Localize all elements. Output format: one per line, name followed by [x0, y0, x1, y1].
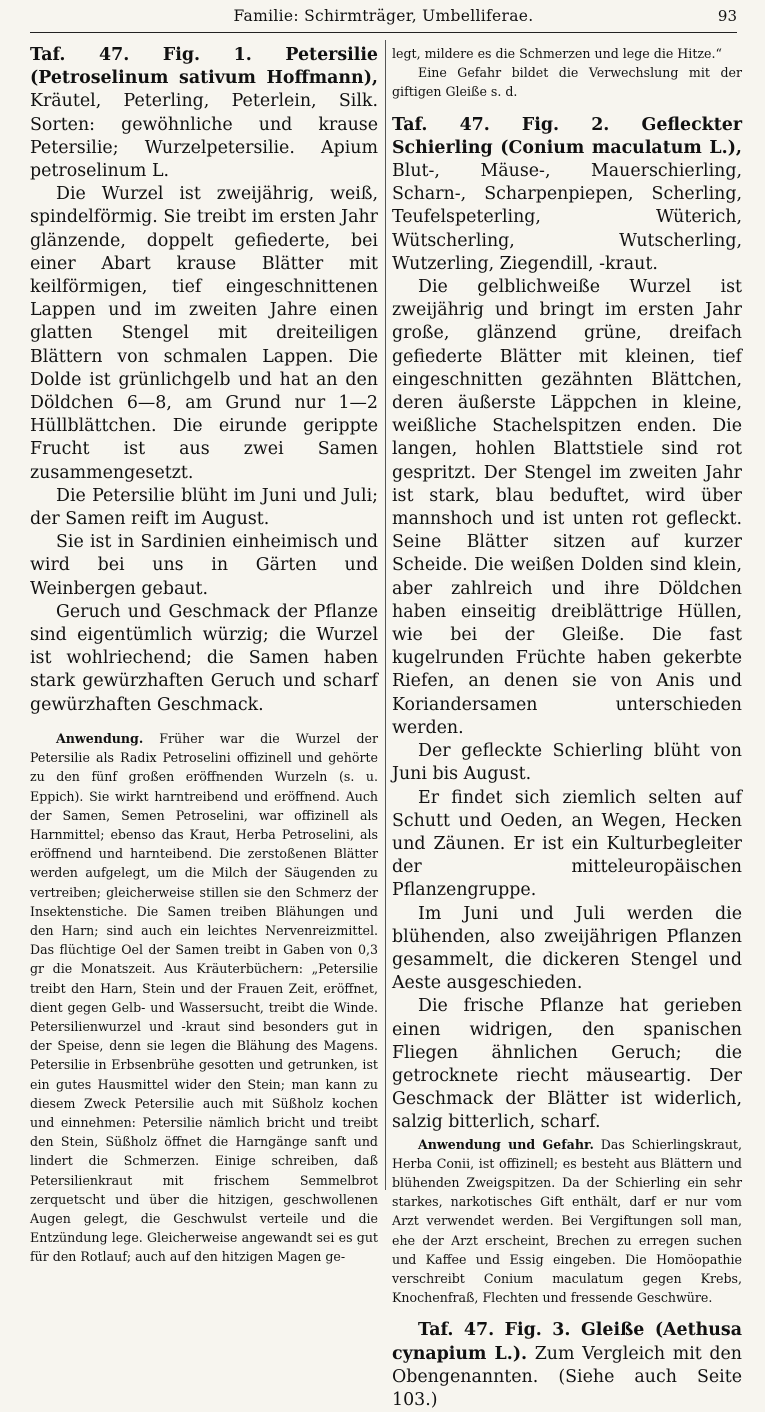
page-number: 93	[717, 7, 737, 25]
fig1-paragraph-smell-taste: Geruch und Geschmack der Pflanze sind eigentümlich würzig; die Wurzel ist wohlriechend; die Samen haben stark gewürzhaften Geruch und scharf gewürzhaften Geschmack.	[30, 601, 378, 715]
column-divider	[385, 40, 386, 1190]
fig1-usage-text: Früher war die Wurzel der Petersilie als Radix Petroselini offizinell und gehörte zu den fünf großen eröffnenden Wurzeln (s. u. Eppich). Sie wirkt harntreibend und eröffnend. Auch der Samen, Semen Petroselini, war offizinell als Harnmittel; ebenso das Kraut, Herba Petroselini, als eröffnend und harnteibend. Die zerstoßenen Blätter werden aufgelegt, um die Milch der Säugenden zu vertreiben; gleicherweise stillen sie den Schmerz der Insektenstiche. Die Samen treiben Blähungen und den Harn; sind auch ein leichtes Nervenreizmittel. Das flüchtige Oel der Samen treibt in Gaben von 0,3 gr die Monatszeit. Aus Kräuterbüchern: „Petersilie treibt den Harn, Stein und der Frauen Zeit, eröffnet, dient gegen Gelb- und Wassersucht, treibt die Winde. Petersilienwurzel und -kraut sind besonders gut in der Speise, denn sie legen die Blähung des Magens. Petersilie in Erbsenbrühe gesotten und getrunken, ist ein gutes Hausmittel wider den Stein; man kann zu diesem Zweck Petersilie auch mit Süßholz kochen und einnehmen: Petersilie nämlich bricht und treibt den Stein, Süßholz öffnet die Harngänge sanft und lindert die Schmerzen. Einige schreiben, daß Petersilienkraut mit frischem Semmelbrot zerquetscht und über die hitzigen, geschwollenen Augen gelegt, die Geschwulst verteile und die Entzündung lege. Gleicherweise angewandt sei es gut für den Rotlauf; auch auf den hitzigen Magen ge-	[30, 730, 378, 1265]
fig2-paragraph-flowering: Der gefleckte Schierling blüht von Juni bis August.	[392, 741, 742, 785]
continuation-text: legt, mildere es die Schmerzen und lege die Hitze.“	[392, 46, 722, 61]
fig2-paragraph-collection: Im Juni und Juli werden die blühenden, also zweijährigen Pflanzen gesammelt, die dickeren Stengel und Aeste ausgeschieden.	[392, 903, 742, 994]
fig1-usage	[30, 729, 378, 1267]
fig3-entry	[392, 1319, 742, 1412]
right-column	[392, 44, 742, 1412]
fig2-names: Blut-, Mäuse-, Mauerschierling, Scharn-, Scharpenpiepen, Scherling, Teufelspeterling, Wüterich, Wütscherling, Wutscherling, Wutzerling, Ziegendill, -kraut.	[392, 161, 742, 274]
fig2-paragraph-smell-taste: Die frische Pflanze hat gerieben einen widrigen, den spanischen Fliegen ähnlichen Geruch; die getrocknete riecht mäuseartig. Der Geschmack der Blätter ist widerlich, salzig bitterlich, scharf.	[392, 996, 742, 1133]
fig2-heading: Taf. 47. Fig. 2. Gefleckter Schierling (Conium maculatum L.),	[392, 114, 742, 158]
fig1-paragraph-habitat: Sie ist in Sardinien einheimisch und wird bei uns in Gärten und Weinbergen gebaut.	[30, 532, 378, 599]
fig1-paragraph-flowering: Die Petersilie blüht im Juni und Juli; der Samen reift im August.	[30, 485, 378, 530]
fig2-usage-label: Anwendung und Gefahr.	[418, 1136, 594, 1152]
left-column	[30, 44, 378, 1267]
fig2-entry	[392, 114, 742, 276]
fig3-heading: Taf. 47. Fig. 3. Gleiße (Aethusa cynapium L.).	[392, 1320, 742, 1364]
running-header	[30, 6, 737, 33]
danger-note: Eine Gefahr bildet die Verwechslung mit der giftigen Gleiße s. d.	[392, 65, 742, 100]
fig2-usage	[392, 1135, 742, 1308]
fig1-intro: Kräutel, Peterling, Peterlein, Silk. Sorten: gewöhnliche und krause Petersilie; Wurzelpetersilie. Apium petroselinum L.	[30, 91, 378, 182]
fig1-entry	[30, 44, 378, 183]
fig2-paragraph-habitat: Er findet sich ziemlich selten auf Schutt und Oeden, an Wegen, Hecken und Zäunen. Er ist ein Kulturbegleiter der mitteleuropäischen Pflanzengruppe.	[392, 787, 742, 901]
fig2-usage-text: Das Schierlingskraut, Herba Conii, ist offizinell; es besteht aus Blättern und blühenden Zweigspitzen. Da der Schierling ein sehr starkes, narkotisches Gift enthält, darf er nur vom Arzt verwendet werden. Bei Vergiftungen soll man, ehe der Arzt erscheint, Brechen zu erregen suchen und Kaffee und Essig eingeben. Die Homöopathie verschreibt Conium maculatum gegen Krebs, Knochenfraß, Flechten und fressende Geschwüre.	[392, 1136, 742, 1306]
header-title: Familie: Schirmträger, Umbelliferae.	[233, 7, 534, 25]
fig1-usage-label: Anwendung.	[56, 730, 144, 746]
fig1-heading: Taf. 47. Fig. 1. Petersilie (Petroselinum sativum Hoffmann),	[30, 45, 378, 89]
fig2-paragraph-description: Die gelblichweiße Wurzel ist zweijährig und bringt im ersten Jahr große, glänzend grüne, dreifach gefiederte Blätter mit kleinen, tief eingeschnitten gezähnten Blättchen, deren äußerste Läppchen in kleine, weißliche Stachelspitzen enden. Die langen, hohlen Blattstiele sind rot gespritzt. Der Stengel im zweiten Jahr ist stark, blau beduftet, wird über mannshoch und ist unten rot gefleckt. Seine Blätter sitzen auf kurzer Scheide. Die weißen Dolden sind klein, aber zahlreich und ihre Döldchen haben einseitig dreiblättrige Hüllen, wie bei der Gleiße. Die fast kugelrunden Früchte haben gekerbte Riefen, an denen sie von Anis und Koriandersamen unterschieden werden.	[392, 277, 742, 738]
fig1-paragraph-description: Die Wurzel ist zweijährig, weiß, spindelförmig. Sie treibt im ersten Jahr glänzende, doppelt gefiederte, bei einer Abart krause Blätter mit keilförmigen, tief eingeschnittenen Lappen und im zweiten Jahre einen glatten Stengel mit dreiteiligen Blättern von schmalen Lappen. Die Dolde ist grünlichgelb und hat an den Döldchen 6—8, am Grund nur 1—2 Hüllblättchen. Die eirunde gerippte Frucht ist aus zwei Samen zusammengesetzt.	[30, 184, 378, 483]
fig3-text: Zum Vergleich mit den Obengenannten. (Siehe auch Seite 103.)	[392, 1343, 742, 1410]
